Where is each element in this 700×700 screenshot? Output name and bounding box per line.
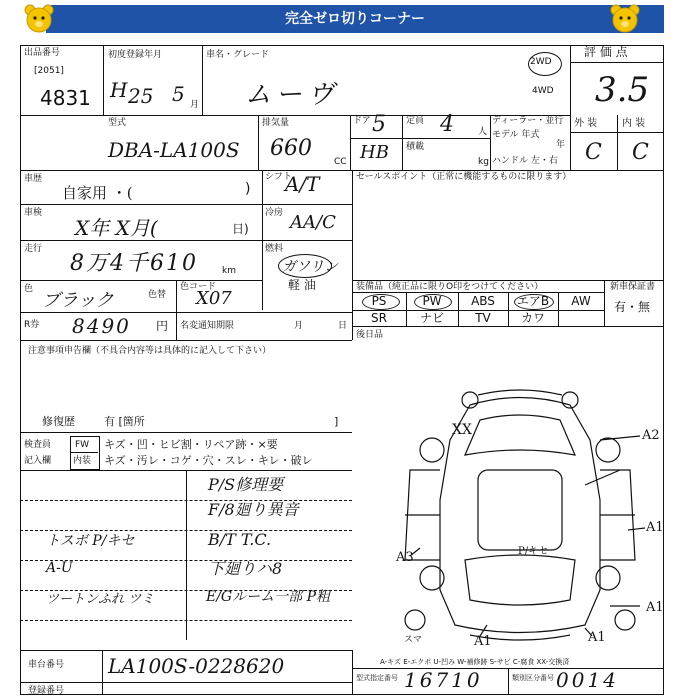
color-change-label: 色替 <box>148 290 167 300</box>
grade-label: 評 価 点 <box>584 45 628 59</box>
damage-legend: A-キズ E-エクボ U-凹み W-補修跡 S-サビ C-腐食 XX-交換済 <box>380 658 570 666</box>
equip-pw: PW <box>422 294 442 308</box>
color: ブラック <box>42 290 114 311</box>
capacity-unit: kg <box>478 157 489 167</box>
interior-items: キズ・汚レ・コゲ・穴・スレ・キレ・破レ <box>104 454 313 467</box>
fw-label: FW <box>75 440 90 450</box>
shift-label: シフト <box>265 172 293 182</box>
equip-airbag: エアB <box>516 294 550 308</box>
repair-history-label: 修復歴 <box>42 415 75 428</box>
designation-label: 型式指定番号 <box>356 674 398 682</box>
lot-number-label: 出品番号 <box>24 48 61 58</box>
recycle-label: R券 <box>24 320 40 330</box>
equip-sr: SR <box>371 311 387 325</box>
color-code-label: 色コード <box>180 282 217 292</box>
notes-label: 注意事項申告欄（不具合内容等は具体的に記入して下さい） <box>28 346 272 356</box>
car-name: ムーヴ <box>245 80 340 110</box>
handle-label: ハンドル 左・右 <box>492 156 558 166</box>
model-type: DBA-LA100S <box>108 138 240 162</box>
equip-leather: カワ <box>520 311 545 325</box>
exterior-grade: C <box>585 140 602 165</box>
mark-a1-rear-corner: A1 <box>588 630 606 645</box>
warranty-label: 新車保証書 <box>610 282 656 292</box>
recycle-fee: 8490 <box>72 314 131 338</box>
mark-paint: P/キセ <box>518 546 549 557</box>
mark-a1-right: A1 <box>646 520 664 535</box>
mark-a1-rear-right: A1 <box>646 600 664 615</box>
inspection: X年 X月( <box>75 216 158 240</box>
drive-4wd: 4WD <box>532 86 554 96</box>
ac: AA/C <box>290 212 336 233</box>
sales-point-label: セールスポイント（正常に機能するものに限ります） <box>356 172 572 182</box>
note-4: トスボ P/キセ <box>46 533 135 549</box>
mark-a2: A2 <box>642 428 660 443</box>
note-8: E/Gルーム一部 P粗 <box>206 589 330 605</box>
banner-title: 完全ゼロ切りコーナー <box>46 5 664 33</box>
model-type-label: 型式 <box>108 118 127 128</box>
mileage-label: 走行 <box>24 244 43 254</box>
registration-number-label: 登録番号 <box>28 686 65 696</box>
note-3: B/T T.C. <box>208 530 272 549</box>
note-1: P/S修理要 <box>208 475 284 494</box>
fuel-label: 燃料 <box>265 244 284 254</box>
mark-a1-rear: A1 <box>474 634 492 649</box>
inspection-label: 車検 <box>24 208 43 218</box>
note-2: F/8廻り異音 <box>208 500 299 519</box>
category-label: 類別区分番号 <box>512 674 554 682</box>
note-6: 下廻りハ8 <box>208 559 283 578</box>
inspection-day: 日) <box>232 222 249 236</box>
chassis-number: LA100S-0228620 <box>108 654 285 678</box>
category-number: 0014 <box>556 668 619 692</box>
entry-label: 記入欄 <box>24 456 52 466</box>
name-change-month: 月 <box>294 321 304 331</box>
equip-navi: ナビ <box>419 311 444 325</box>
lot-number: 4831 <box>40 86 91 110</box>
mark-smart: スマ <box>404 635 422 645</box>
capacity-label: 積載 <box>406 142 425 152</box>
doors-label: ドア <box>353 116 371 126</box>
interior-label: 内 装 <box>622 118 646 129</box>
reg-type: 自家用 ・( <box>62 184 133 202</box>
shift: A/T <box>285 172 320 196</box>
note-5: A-U <box>46 560 73 576</box>
displacement: 660 <box>270 136 312 161</box>
fuel-alt: 軽 油 <box>288 278 316 292</box>
warranty-value: 有・無 <box>614 300 651 314</box>
color-code: X07 <box>196 288 232 309</box>
mileage: 8万4千610 <box>70 251 198 276</box>
name-change-day: 日 <box>338 321 348 331</box>
overall-grade: 3.5 <box>595 70 650 110</box>
fuel: ガソリン <box>282 259 338 275</box>
first-registration-label: 初度登録年月 <box>108 50 163 60</box>
first-registration-era: H <box>110 78 128 102</box>
month-unit: 月 <box>190 100 200 110</box>
recycle-unit: 円 <box>156 319 169 333</box>
exterior-label: 外 装 <box>574 118 598 129</box>
dealer-label: ディーラー・並行 <box>492 116 564 126</box>
first-registration-month: 5 <box>172 82 185 106</box>
displacement-unit: CC <box>334 157 347 167</box>
note-7: ツートンふれ ツミ <box>46 592 155 607</box>
model-year-unit: 年 <box>556 140 566 150</box>
equip-ps: PS <box>371 294 387 308</box>
model-year-label: モデル 年式 <box>492 130 540 140</box>
seats-unit: 人 <box>478 127 488 137</box>
drive-2wd: 2WD <box>530 57 552 67</box>
fw-items: キズ・凹・ヒビ割・リペア跡・×要 <box>104 438 278 451</box>
reg-type-label: 車歴 <box>24 174 43 184</box>
body-type: HB <box>360 142 389 163</box>
chassis-label: 車台番号 <box>28 660 65 670</box>
seats: 4 <box>440 112 454 137</box>
lot-sub-number: [2051] <box>34 66 64 76</box>
designation-number: 16710 <box>404 668 483 692</box>
repair-history: 有 [箇所 <box>104 415 145 428</box>
equip-aw: AW <box>571 294 591 308</box>
interior-grade: C <box>632 140 649 165</box>
car-name-label: 車名・グレード <box>206 50 270 60</box>
color-label: 色 <box>24 284 34 294</box>
interior-items-label: 内装 <box>73 456 92 466</box>
equip-abs: ABS <box>471 294 495 308</box>
mark-a3: A3 <box>396 550 414 565</box>
ac-label: 冷房 <box>265 208 284 218</box>
inspector-label: 検査員 <box>24 440 52 450</box>
equipment-label: 装備品（純正品に限りO印をつけてください） <box>356 282 544 292</box>
rear-items-label: 後日品 <box>356 330 384 340</box>
mark-xx: XX <box>452 422 472 438</box>
doors: 5 <box>372 112 386 137</box>
repair-history-close: ] <box>334 415 339 428</box>
name-change-label: 名変通知期限 <box>180 321 235 331</box>
displacement-label: 排気量 <box>262 118 290 128</box>
reg-type-close: ) <box>245 181 251 197</box>
equip-tv: TV <box>475 311 491 325</box>
first-registration-year: 25 <box>128 84 154 108</box>
mileage-unit: km <box>222 266 236 276</box>
seats-label: 定員 <box>406 116 425 126</box>
